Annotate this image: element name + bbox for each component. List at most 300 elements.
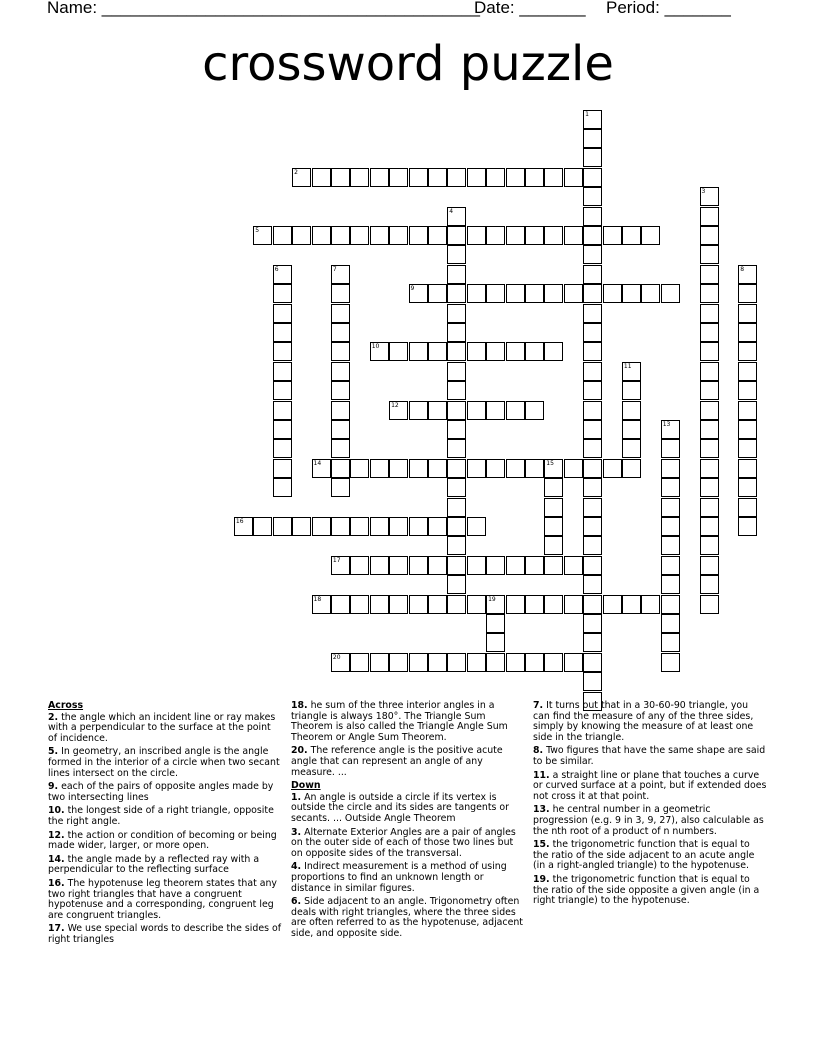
crossword-cell[interactable] [447, 556, 466, 575]
crossword-cell[interactable] [661, 556, 680, 575]
clue-number: 3 [701, 188, 706, 196]
crossword-cell[interactable] [447, 420, 466, 439]
crossword-cell[interactable] [467, 517, 486, 536]
crossword-cell[interactable] [700, 187, 719, 206]
crossword-cell[interactable] [428, 401, 447, 420]
crossword-cell[interactable] [738, 459, 757, 478]
crossword-cell[interactable] [273, 265, 292, 284]
crossword-cell[interactable] [622, 226, 641, 245]
crossword-cell[interactable] [661, 459, 680, 478]
crossword-cell[interactable] [603, 284, 622, 303]
crossword-cell[interactable] [350, 226, 369, 245]
crossword-cell[interactable] [583, 633, 602, 652]
crossword-cell[interactable] [583, 187, 602, 206]
crossword-cell[interactable] [331, 381, 350, 400]
crossword-cell[interactable] [292, 226, 311, 245]
crossword-cell[interactable] [700, 536, 719, 555]
crossword-cell[interactable] [738, 342, 757, 361]
crossword-cell[interactable] [273, 323, 292, 342]
crossword-cell[interactable] [738, 420, 757, 439]
crossword-cell[interactable] [467, 342, 486, 361]
crossword-cell[interactable] [661, 517, 680, 536]
crossword-cell[interactable] [583, 110, 602, 129]
crossword-cell[interactable] [331, 362, 350, 381]
crossword-cell[interactable] [409, 517, 428, 536]
clue-item [291, 746, 525, 778]
crossword-cell[interactable] [738, 439, 757, 458]
crossword-cell[interactable] [331, 323, 350, 342]
crossword-cell[interactable] [525, 459, 544, 478]
crossword-cell[interactable] [738, 362, 757, 381]
clue-number-label: 20. [291, 745, 308, 757]
crossword-cell[interactable] [331, 265, 350, 284]
clue-number: 17 [332, 556, 341, 564]
crossword-cell[interactable] [738, 284, 757, 303]
crossword-cell[interactable] [389, 168, 408, 187]
clue-item [533, 701, 767, 743]
crossword-cell[interactable] [273, 381, 292, 400]
crossword-cell[interactable] [486, 401, 505, 420]
crossword-cell[interactable] [428, 226, 447, 245]
crossword-cell[interactable] [331, 595, 350, 614]
crossword-cell[interactable] [583, 381, 602, 400]
crossword-cell[interactable] [389, 459, 408, 478]
crossword-cell[interactable] [447, 439, 466, 458]
crossword-cell[interactable] [409, 226, 428, 245]
crossword-cell[interactable] [370, 226, 389, 245]
crossword-cell[interactable] [428, 653, 447, 672]
crossword-cell[interactable] [447, 362, 466, 381]
crossword-cell[interactable] [428, 168, 447, 187]
crossword-cell[interactable] [234, 517, 253, 536]
crossword-cell[interactable] [292, 517, 311, 536]
crossword-cell[interactable] [700, 381, 719, 400]
crossword-cell[interactable] [350, 459, 369, 478]
crossword-cell[interactable] [253, 517, 272, 536]
crossword-cell[interactable] [564, 595, 583, 614]
crossword-cell[interactable] [331, 517, 350, 536]
crossword-cell[interactable] [331, 284, 350, 303]
crossword-cell[interactable] [583, 498, 602, 517]
crossword-cell[interactable] [506, 653, 525, 672]
crossword-cell[interactable] [409, 556, 428, 575]
clue-text: he sum of the three interior angles in a triangle is always 180°. The Triangle Sum Theorem is also called the Triangle Angle Sum Theorem or Angle Sum Theorem. [291, 700, 508, 743]
crossword-cell[interactable] [447, 168, 466, 187]
crossword-cell[interactable] [486, 633, 505, 652]
crossword-cell[interactable] [447, 323, 466, 342]
crossword-cell[interactable] [389, 401, 408, 420]
crossword-cell[interactable] [544, 342, 563, 361]
clue-number: 18 [313, 595, 322, 603]
crossword-cell[interactable] [622, 362, 641, 381]
crossword-cell[interactable] [331, 304, 350, 323]
across-clue-list [48, 713, 282, 946]
crossword-cell[interactable] [622, 284, 641, 303]
crossword-cell[interactable] [506, 459, 525, 478]
crossword-cell[interactable] [486, 614, 505, 633]
crossword-cell[interactable] [331, 420, 350, 439]
crossword-cell[interactable] [389, 556, 408, 575]
crossword-cell[interactable] [583, 245, 602, 264]
crossword-cell[interactable] [389, 342, 408, 361]
crossword-cell[interactable] [544, 478, 563, 497]
crossword-cell[interactable] [370, 342, 389, 361]
crossword-cell[interactable] [370, 459, 389, 478]
crossword-cell[interactable] [273, 342, 292, 361]
name-field[interactable]: Name: ________________________________________ [47, 0, 480, 17]
clue-item [48, 855, 282, 876]
crossword-cell[interactable] [583, 304, 602, 323]
crossword-cell[interactable] [603, 459, 622, 478]
crossword-cell[interactable] [544, 284, 563, 303]
clue-number: 5 [255, 226, 260, 234]
crossword-cell[interactable] [467, 459, 486, 478]
crossword-cell[interactable] [564, 226, 583, 245]
crossword-cell[interactable] [544, 168, 563, 187]
crossword-cell[interactable] [583, 226, 602, 245]
crossword-cell[interactable] [486, 459, 505, 478]
crossword-cell[interactable] [564, 459, 583, 478]
crossword-cell[interactable] [409, 342, 428, 361]
crossword-cell[interactable] [738, 381, 757, 400]
crossword-cell[interactable] [583, 284, 602, 303]
crossword-cell[interactable] [661, 575, 680, 594]
crossword-cell[interactable] [506, 284, 525, 303]
crossword-cell[interactable] [544, 459, 563, 478]
crossword-cell[interactable] [700, 420, 719, 439]
crossword-cell[interactable] [292, 168, 311, 187]
crossword-cell[interactable] [447, 595, 466, 614]
crossword-cell[interactable] [447, 575, 466, 594]
crossword-cell[interactable] [661, 420, 680, 439]
crossword-cell[interactable] [700, 498, 719, 517]
crossword-cell[interactable] [428, 459, 447, 478]
crossword-cell[interactable] [700, 362, 719, 381]
crossword-cell[interactable] [738, 304, 757, 323]
clue-number-label: 19. [533, 873, 550, 885]
crossword-cell[interactable] [700, 439, 719, 458]
crossword-cell[interactable] [564, 168, 583, 187]
crossword-cell[interactable] [370, 556, 389, 575]
crossword-cell[interactable] [603, 595, 622, 614]
crossword-cell[interactable] [273, 478, 292, 497]
crossword-cell[interactable] [447, 342, 466, 361]
crossword-cell[interactable] [370, 595, 389, 614]
crossword-cell[interactable] [447, 478, 466, 497]
crossword-cell[interactable] [700, 459, 719, 478]
crossword-cell[interactable] [641, 284, 660, 303]
crossword-cell[interactable] [467, 556, 486, 575]
crossword-cell[interactable] [331, 556, 350, 575]
crossword-cell[interactable] [447, 226, 466, 245]
crossword-cell[interactable] [738, 478, 757, 497]
crossword-cell[interactable] [389, 226, 408, 245]
crossword-cell[interactable] [350, 653, 369, 672]
crossword-cell[interactable] [641, 226, 660, 245]
clue-text: each of the pairs of opposite angles made by two intersecting lines [48, 781, 274, 803]
crossword-cell[interactable] [428, 342, 447, 361]
crossword-cell[interactable] [622, 459, 641, 478]
crossword-cell[interactable] [661, 536, 680, 555]
crossword-cell[interactable] [409, 284, 428, 303]
crossword-cell[interactable] [331, 401, 350, 420]
crossword-cell[interactable] [583, 168, 602, 187]
crossword-cell[interactable] [467, 653, 486, 672]
clue-text: he central number in a geometric progression (e.g. 9 in 3, 9, 27), also calculable as the nth root of a product of n numbers. [533, 804, 764, 837]
crossword-cell[interactable] [544, 653, 563, 672]
crossword-cell[interactable] [447, 459, 466, 478]
crossword-cell[interactable] [525, 595, 544, 614]
clue-item [291, 862, 525, 894]
crossword-cell[interactable] [661, 595, 680, 614]
clue-item [533, 875, 767, 907]
crossword-cell[interactable] [447, 245, 466, 264]
crossword-cell[interactable] [409, 653, 428, 672]
crossword-cell[interactable] [506, 226, 525, 245]
crossword-cell[interactable] [312, 226, 331, 245]
crossword-cell[interactable] [738, 265, 757, 284]
crossword-cell[interactable] [409, 168, 428, 187]
crossword-cell[interactable] [583, 575, 602, 594]
crossword-cell[interactable] [506, 556, 525, 575]
crossword-cell[interactable] [700, 575, 719, 594]
crossword-cell[interactable] [583, 207, 602, 226]
crossword-cell[interactable] [506, 168, 525, 187]
crossword-cell[interactable] [331, 226, 350, 245]
crossword-cell[interactable] [525, 284, 544, 303]
crossword-cell[interactable] [486, 595, 505, 614]
crossword-cell[interactable] [389, 595, 408, 614]
clue-number: 16 [235, 517, 244, 525]
down-clue-list-continued [533, 701, 767, 907]
crossword-cell[interactable] [350, 168, 369, 187]
crossword-cell[interactable] [661, 284, 680, 303]
crossword-cell[interactable] [583, 536, 602, 555]
crossword-cell[interactable] [661, 614, 680, 633]
crossword-cell[interactable] [370, 517, 389, 536]
clue-item [533, 771, 767, 803]
clue-item [48, 713, 282, 745]
crossword-cell[interactable] [544, 498, 563, 517]
crossword-cell[interactable] [661, 633, 680, 652]
crossword-cell[interactable] [583, 517, 602, 536]
clue-item [48, 879, 282, 921]
crossword-cell[interactable] [525, 556, 544, 575]
crossword-cell[interactable] [350, 556, 369, 575]
clue-number-label: 5. [48, 746, 59, 758]
crossword-cell[interactable] [312, 459, 331, 478]
crossword-cell[interactable] [273, 362, 292, 381]
crossword-cell[interactable] [331, 439, 350, 458]
crossword-cell[interactable] [544, 536, 563, 555]
crossword-cell[interactable] [583, 672, 602, 691]
crossword-cell[interactable] [661, 478, 680, 497]
crossword-cell[interactable] [331, 459, 350, 478]
crossword-cell[interactable] [331, 342, 350, 361]
crossword-cell[interactable] [370, 653, 389, 672]
crossword-cell[interactable] [700, 226, 719, 245]
clue-number: 15 [546, 459, 554, 467]
crossword-cell[interactable] [447, 536, 466, 555]
crossword-cell[interactable] [583, 148, 602, 167]
crossword-cell[interactable] [447, 265, 466, 284]
crossword-cell[interactable] [583, 459, 602, 478]
crossword-cell[interactable] [350, 517, 369, 536]
crossword-cell[interactable] [273, 304, 292, 323]
crossword-cell[interactable] [409, 459, 428, 478]
crossword-cell[interactable] [467, 168, 486, 187]
crossword-cell[interactable] [273, 459, 292, 478]
crossword-cell[interactable] [622, 401, 641, 420]
crossword-cell[interactable] [583, 595, 602, 614]
crossword-cell[interactable] [700, 284, 719, 303]
crossword-cell[interactable] [622, 595, 641, 614]
crossword-cell[interactable] [506, 595, 525, 614]
crossword-cell[interactable] [603, 226, 622, 245]
crossword-cell[interactable] [273, 439, 292, 458]
crossword-cell[interactable] [447, 381, 466, 400]
crossword-cell[interactable] [661, 498, 680, 517]
crossword-cell[interactable] [661, 439, 680, 458]
crossword-cell[interactable] [564, 284, 583, 303]
crossword-cell[interactable] [273, 284, 292, 303]
clues-column-1 [48, 701, 282, 948]
crossword-cell[interactable] [389, 517, 408, 536]
crossword-cell[interactable] [583, 401, 602, 420]
crossword-cell[interactable] [641, 595, 660, 614]
crossword-cell[interactable] [486, 284, 505, 303]
crossword-cell[interactable] [583, 439, 602, 458]
crossword-cell[interactable] [544, 226, 563, 245]
crossword-cell[interactable] [486, 556, 505, 575]
crossword-cell[interactable] [447, 653, 466, 672]
crossword-cell[interactable] [467, 595, 486, 614]
crossword-cell[interactable] [525, 226, 544, 245]
crossword-cell[interactable] [486, 342, 505, 361]
crossword-cell[interactable] [409, 595, 428, 614]
crossword-cell[interactable] [525, 342, 544, 361]
crossword-cell[interactable] [273, 420, 292, 439]
crossword-cell[interactable] [273, 226, 292, 245]
crossword-cell[interactable] [525, 653, 544, 672]
crossword-cell[interactable] [506, 401, 525, 420]
crossword-cell[interactable] [312, 168, 331, 187]
crossword-cell[interactable] [544, 556, 563, 575]
clue-number: 20 [332, 653, 341, 661]
crossword-cell[interactable] [506, 342, 525, 361]
crossword-cell[interactable] [331, 168, 350, 187]
crossword-cell[interactable] [738, 323, 757, 342]
crossword-cell[interactable] [486, 226, 505, 245]
crossword-cell[interactable] [467, 226, 486, 245]
crossword-cell[interactable] [467, 284, 486, 303]
crossword-cell[interactable] [447, 284, 466, 303]
crossword-cell[interactable] [486, 168, 505, 187]
crossword-cell[interactable] [409, 401, 428, 420]
crossword-cell[interactable] [622, 381, 641, 400]
crossword-cell[interactable] [700, 595, 719, 614]
crossword-cell[interactable] [467, 401, 486, 420]
crossword-cell[interactable] [661, 653, 680, 672]
clue-number-label: 1. [291, 791, 302, 803]
crossword-cell[interactable] [389, 653, 408, 672]
crossword-cell[interactable] [738, 498, 757, 517]
crossword-cell[interactable] [700, 323, 719, 342]
crossword-cell[interactable] [331, 478, 350, 497]
crossword-cell[interactable] [312, 517, 331, 536]
clue-number-label: 18. [291, 700, 308, 711]
crossword-cell[interactable] [622, 439, 641, 458]
crossword-cell[interactable] [428, 595, 447, 614]
crossword-cell[interactable] [544, 595, 563, 614]
period-field[interactable]: Period: _______ [606, 0, 731, 17]
crossword-cell[interactable] [583, 265, 602, 284]
crossword-cell[interactable] [273, 517, 292, 536]
crossword-cell[interactable] [583, 323, 602, 342]
crossword-cell[interactable] [350, 595, 369, 614]
across-clue-list-continued [291, 701, 525, 778]
crossword-cell[interactable] [486, 653, 505, 672]
clues-column-3 [533, 701, 767, 910]
clue-number-label: 2. [48, 711, 59, 723]
across-heading: Across [48, 700, 84, 711]
crossword-cell[interactable] [700, 342, 719, 361]
crossword-cell[interactable] [428, 517, 447, 536]
crossword-cell[interactable] [583, 556, 602, 575]
crossword-cell[interactable] [428, 556, 447, 575]
crossword-cell[interactable] [700, 207, 719, 226]
crossword-cell[interactable] [583, 653, 602, 672]
crossword-cell[interactable] [253, 226, 272, 245]
date-field[interactable]: Date: _______ [474, 0, 586, 17]
crossword-cell[interactable] [700, 304, 719, 323]
crossword-cell[interactable] [447, 517, 466, 536]
crossword-cell[interactable] [700, 401, 719, 420]
crossword-cell[interactable] [447, 401, 466, 420]
crossword-cell[interactable] [583, 478, 602, 497]
crossword-cell[interactable] [700, 478, 719, 497]
crossword-cell[interactable] [428, 284, 447, 303]
crossword-cell[interactable] [447, 498, 466, 517]
crossword-cell[interactable] [544, 517, 563, 536]
crossword-cell[interactable] [331, 653, 350, 672]
crossword-cell[interactable] [583, 614, 602, 633]
crossword-cell[interactable] [583, 362, 602, 381]
crossword-cell[interactable] [564, 653, 583, 672]
crossword-cell[interactable] [738, 517, 757, 536]
crossword-cell[interactable] [700, 517, 719, 536]
crossword-cell[interactable] [738, 401, 757, 420]
crossword-cell[interactable] [312, 595, 331, 614]
crossword-cell[interactable] [273, 401, 292, 420]
crossword-cell[interactable] [447, 207, 466, 226]
clue-item [48, 924, 282, 945]
crossword-cell[interactable] [583, 342, 602, 361]
crossword-cell[interactable] [583, 420, 602, 439]
crossword-cell[interactable] [370, 168, 389, 187]
crossword-cell[interactable] [700, 265, 719, 284]
crossword-cell[interactable] [525, 168, 544, 187]
clue-text: a straight line or plane that touches a curve or curved surface at a point, but if extended does not cross it at that point. [533, 769, 767, 802]
crossword-cell[interactable] [700, 556, 719, 575]
crossword-cell[interactable] [622, 420, 641, 439]
crossword-cell[interactable] [700, 245, 719, 264]
page-title: crossword puzzle [202, 36, 614, 92]
crossword-cell[interactable] [447, 304, 466, 323]
crossword-cell[interactable] [525, 401, 544, 420]
crossword-cell[interactable] [564, 556, 583, 575]
crossword-cell[interactable] [583, 129, 602, 148]
